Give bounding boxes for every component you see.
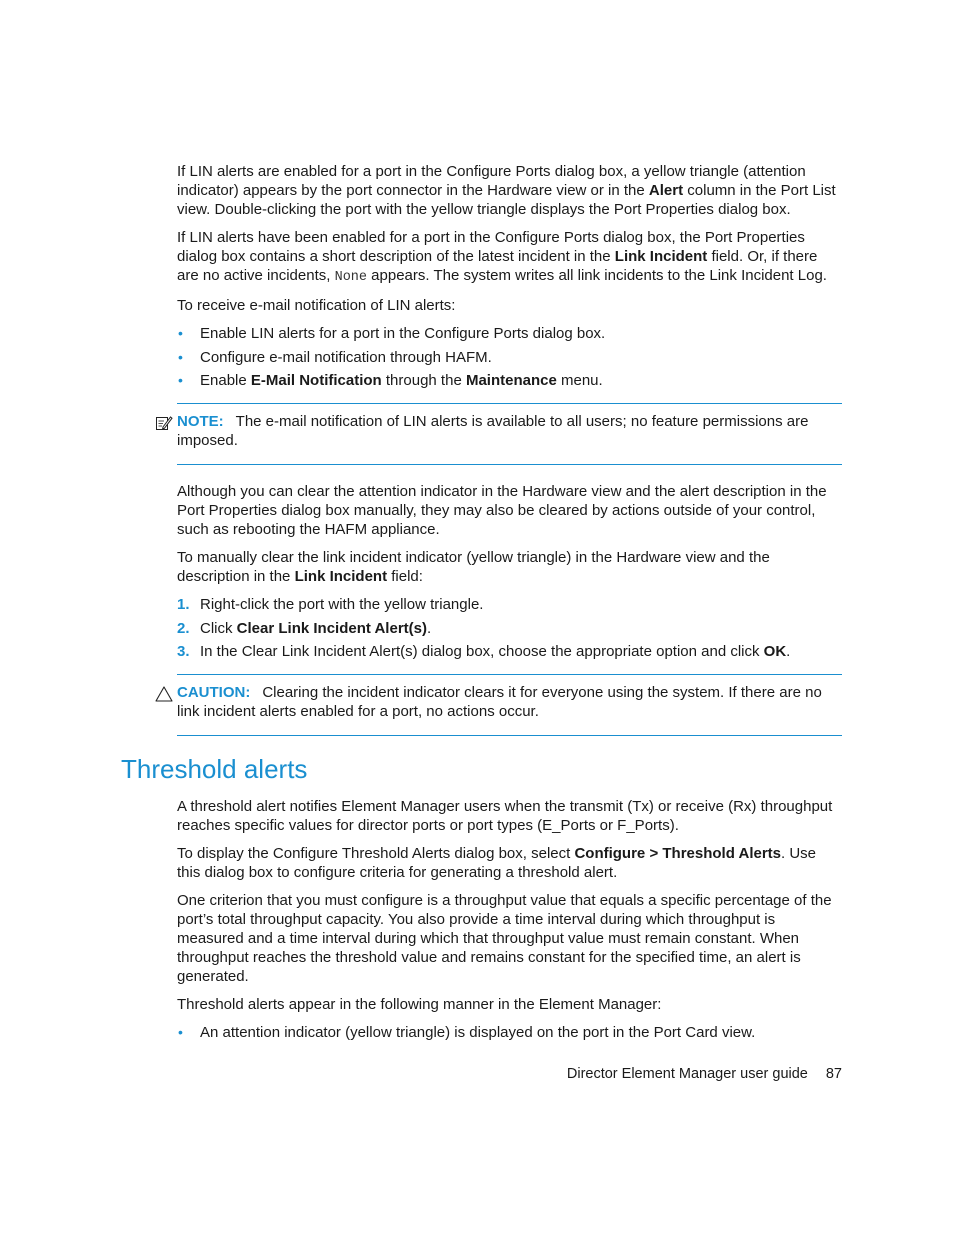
text-run: through the [381,372,466,389]
clear-paragraph-2 [177,548,842,586]
note-callout [177,403,842,465]
list-item [177,324,842,343]
intro-paragraph-2 [177,228,842,287]
intro-paragraph-3: To receive e-mail notification of LIN alerts: [177,297,456,314]
step-number: 2. [177,619,190,637]
text-run: If LIN alerts have been enabled for a port in the Configure Ports dialog box, the Port Properties dialog box contains a short description of the latest incident in the [177,229,805,265]
text-run: field: [387,568,423,585]
bullet-icon: • [178,348,183,365]
ui-term-maintenance: Maintenance [465,372,557,389]
note-label: NOTE: [177,413,224,430]
ui-term-link-incident: Link Incident [294,568,388,585]
text-run: In the Clear Link Incident Alert(s) dialog box, choose the appropriate option and click [200,643,764,660]
text-run: appears. The system writes all link incidents to the Link Incident Log. [367,267,827,284]
text-run: column in the Port List view. Double-clicking the port with the yellow triangle displays the Port Properties dialog box. [177,182,836,218]
text-run: Click [200,619,237,637]
threshold-paragraph-2 [177,844,842,882]
email-bullet-list [177,324,842,390]
text-run: Enable [200,372,251,389]
list-item [177,348,842,367]
text-run: . [786,643,791,660]
text-run: field. Or, if there are no active incidents, [177,248,818,284]
ui-term-clear-link-incident-alerts: Clear Link Incident Alert(s) [236,619,427,637]
text-run: If LIN alerts are enabled for a port in the Configure Ports dialog box, a yellow triangle (attention indicator) appears by the port connector in the Hardware view or in the [177,163,806,199]
threshold-bullet-list [177,1023,842,1042]
list-item-text: Right-click the port with the yellow triangle. [200,596,484,613]
bullet-icon: • [178,372,183,388]
step-number: 3. [177,643,190,660]
note-text: The e-mail notification of LIN alerts is available to all users; no feature permissions are imposed. [177,413,809,449]
ui-term-email-notification: E-Mail Notification [250,372,382,389]
list-item [177,371,842,390]
caution-triangle-icon [155,685,173,703]
caution-text: Clearing the incident indicator clears it for everyone using the system. If there are no link incident alerts enabled for a port, no actions occur. [177,684,822,720]
menu-path-configure-threshold-alerts: Configure > Threshold Alerts [574,845,782,862]
section-heading-threshold-alerts: Threshold alerts [121,754,308,784]
step-number: 1. [177,596,190,613]
caution-callout [177,674,842,736]
ui-term-ok: OK [763,643,787,660]
ui-term-alert: Alert [648,182,684,199]
list-item [177,642,842,661]
clear-paragraph-1: Although you can clear the attention indicator in the Hardware view and the alert description in the Port Properties dialog box manually, they may also be cleared by actions outside of your control, such as rebooting the HAFM appliance. [177,483,827,538]
code-none: None [334,270,367,285]
footer-title: Director Element Manager user guide [566,1066,808,1082]
caution-label: CAUTION: [177,684,251,701]
note-pencil-icon [155,414,173,432]
page-content [121,162,842,1051]
threshold-paragraph-3: One criterion that you must configure is a throughput value that equals a specific percentage of the port’s total throughput capacity. You also provide a time interval during which throughput is measured and a time interval during which that throughput value must remain constant. When throughput reaches the threshold value and remains constant for the specified time, an alert is generated. [177,892,832,985]
text-run: . [426,619,432,637]
bullet-icon: • [178,1024,183,1040]
list-item [177,595,842,614]
ui-term-link-incident: Link Incident [614,248,708,265]
threshold-paragraph-4: Threshold alerts appear in the following manner in the Element Manager: [177,996,662,1013]
bullet-icon: • [178,325,183,341]
list-item [177,619,842,638]
text-run: menu. [556,372,603,389]
threshold-paragraph-1: A threshold alert notifies Element Manager users when the transmit (Tx) or receive (Rx) throughput reaches specific values for director ports or port types (E_Ports or F_Ports). [177,798,833,834]
intro-paragraph-1 [177,162,842,219]
text-run: . Use this dialog box to configure criteria for generating a threshold alert. [177,845,817,881]
text-run: To manually clear the link incident indicator (yellow triangle) in the Hardware view and the description in the [177,549,770,585]
text-run: To display the Configure Threshold Alerts dialog box, select [177,845,575,862]
page-footer [567,1066,842,1082]
list-item [177,1023,842,1042]
page-number: 87 [825,1066,842,1082]
list-item-text: Enable LIN alerts for a port in the Configure Ports dialog box. [200,325,606,342]
list-item-text: Configure e-mail notification through HAFM. [200,348,492,366]
clear-steps-list [177,595,842,661]
list-item-text: An attention indicator (yellow triangle) is displayed on the port in the Port Card view. [200,1024,756,1041]
